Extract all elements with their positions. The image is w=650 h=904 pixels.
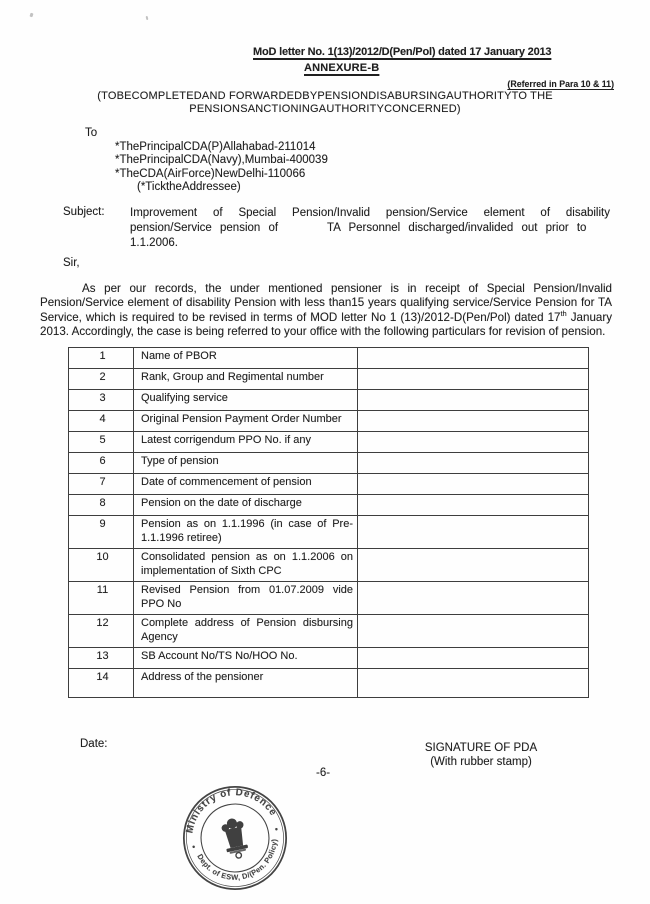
row-value-cell [358, 474, 589, 495]
body-text-part: January 2013. Accordingly, the case is being referred to your office with the following particulars for revision of pension. [40, 310, 612, 339]
body-paragraph [40, 282, 612, 340]
addressee-line: *TheCDA(AirForce)NewDelhi-110066 [115, 167, 306, 180]
row-number: 3 [69, 390, 134, 411]
row-label: Revised Pension from 01.07.2009 vide PPO No [134, 582, 358, 615]
body-text-part: As per our records, the under mentioned pensioner is in receipt of Special Pension/Invalid Pension/Service element of disability Pension with less than15 years qualifying service/Service Pension for TA Service, which is required to be revised in terms of MOD letter No 1 (13)/2012-D(Pen/Pol) dated 17 [40, 281, 612, 324]
row-label: Latest corrigendum PPO No. if any [134, 432, 358, 453]
forwarding-instruction-line2: PENSIONSANCTIONINGAUTHORITYCONCERNED) [189, 103, 461, 115]
row-label: Date of commencement of pension [134, 474, 358, 495]
table-row [69, 495, 589, 516]
row-number: 13 [69, 648, 134, 669]
stamp-bottom-text: Dept. of ESW, D/(Pen. Policy) [195, 838, 279, 882]
table-row [69, 582, 589, 615]
table-row [69, 348, 589, 369]
subject-label: Subject: [63, 206, 105, 218]
page-number: -6- [316, 767, 331, 779]
annexure-heading: ANNEXURE-B [304, 62, 380, 74]
stamp-separator-dot: • [273, 823, 279, 835]
row-label: Pension as on 1.1.1996 (in case of Pre-1.1.1996 retiree) [134, 516, 358, 549]
row-number: 10 [69, 549, 134, 582]
signature-line: SIGNATURE OF PDA [424, 742, 538, 754]
signature-block [398, 741, 564, 769]
table-row [69, 411, 589, 432]
table-row [69, 390, 589, 411]
row-value-cell [358, 432, 589, 453]
row-value-cell [358, 582, 589, 615]
row-number: 9 [69, 516, 134, 549]
subject-line: 1.1.2006. [130, 237, 178, 249]
row-value-cell [358, 516, 589, 549]
row-number: 4 [69, 411, 134, 432]
scan-artifact [146, 16, 149, 20]
pension-particulars-table [68, 347, 589, 698]
table-row [69, 369, 589, 390]
table-row [69, 474, 589, 495]
row-label: Complete address of Pension disbursing Agency [134, 615, 358, 648]
referred-para-note: (Referred in Para 10 & 11) [507, 79, 614, 89]
to-label: To [85, 127, 98, 139]
addressee-line: *ThePrincipalCDA(P)Allahabad-211014 [115, 141, 316, 153]
row-label: SB Account No/TS No/HOO No. [134, 648, 358, 669]
table-row [69, 648, 589, 669]
subject-line: Improvement of Special Pension/Invalid pension/Service element of disability [130, 207, 610, 219]
ordinal-superscript: th [560, 308, 567, 318]
salutation: Sir, [63, 257, 80, 269]
scan-artifact [29, 13, 33, 18]
row-value-cell [358, 411, 589, 432]
table-row [69, 549, 589, 582]
row-number: 1 [69, 348, 134, 369]
table-row [69, 615, 589, 648]
row-label: Rank, Group and Regimental number [134, 369, 358, 390]
row-label: Name of PBOR [134, 348, 358, 369]
row-value-cell [358, 495, 589, 516]
stamp-separator-dot: • [191, 841, 197, 852]
row-label: Pension on the date of discharge [134, 495, 358, 516]
row-value-cell [358, 390, 589, 411]
table-row [69, 453, 589, 474]
table-row [69, 516, 589, 549]
forwarding-instruction-line1: (TOBECOMPLETEDAND FORWARDEDBYPENSIONDISABURSINGAUTHORITYTO THE [97, 90, 553, 102]
row-number: 6 [69, 453, 134, 474]
row-label: Address of the pensioner [134, 669, 358, 698]
row-value-cell [358, 348, 589, 369]
subject-text [130, 206, 610, 251]
row-value-cell [358, 648, 589, 669]
row-number: 2 [69, 369, 134, 390]
row-number: 7 [69, 474, 134, 495]
ashoka-lion-capital-icon [220, 816, 250, 860]
row-number: 5 [69, 432, 134, 453]
row-label: Type of pension [134, 453, 358, 474]
stamp-top-text: Ministry of Defence [184, 787, 279, 835]
row-number: 12 [69, 615, 134, 648]
row-number: 8 [69, 495, 134, 516]
row-value-cell [358, 453, 589, 474]
date-label: Date: [80, 738, 108, 750]
row-label: Original Pension Payment Order Number [134, 411, 358, 432]
table-row [69, 669, 589, 698]
row-label: Consolidated pension as on 1.1.2006 on implementation of Sixth CPC [134, 549, 358, 582]
row-number: 14 [69, 669, 134, 698]
table-row [69, 432, 589, 453]
subject-line: pension/Service pension of TA Personnel discharged/invalided out prior to [130, 222, 587, 234]
row-value-cell [358, 615, 589, 648]
letter-reference-heading: MoD letter No. 1(13)/2012/D(Pen/Pol) dated 17 January 2013 [253, 46, 552, 58]
row-number: 11 [69, 582, 134, 615]
row-value-cell [358, 369, 589, 390]
tick-addressee-note: (*TicktheAddressee) [137, 181, 241, 194]
addressee-list [115, 141, 328, 195]
row-value-cell [358, 669, 589, 698]
addressee-line: *ThePrincipalCDA(Navy),Mumbai-400039 [115, 154, 328, 167]
row-label: Qualifying service [134, 390, 358, 411]
row-value-cell [358, 549, 589, 582]
signature-line: (With rubber stamp) [430, 756, 532, 768]
ministry-of-defence-stamp [176, 779, 294, 897]
